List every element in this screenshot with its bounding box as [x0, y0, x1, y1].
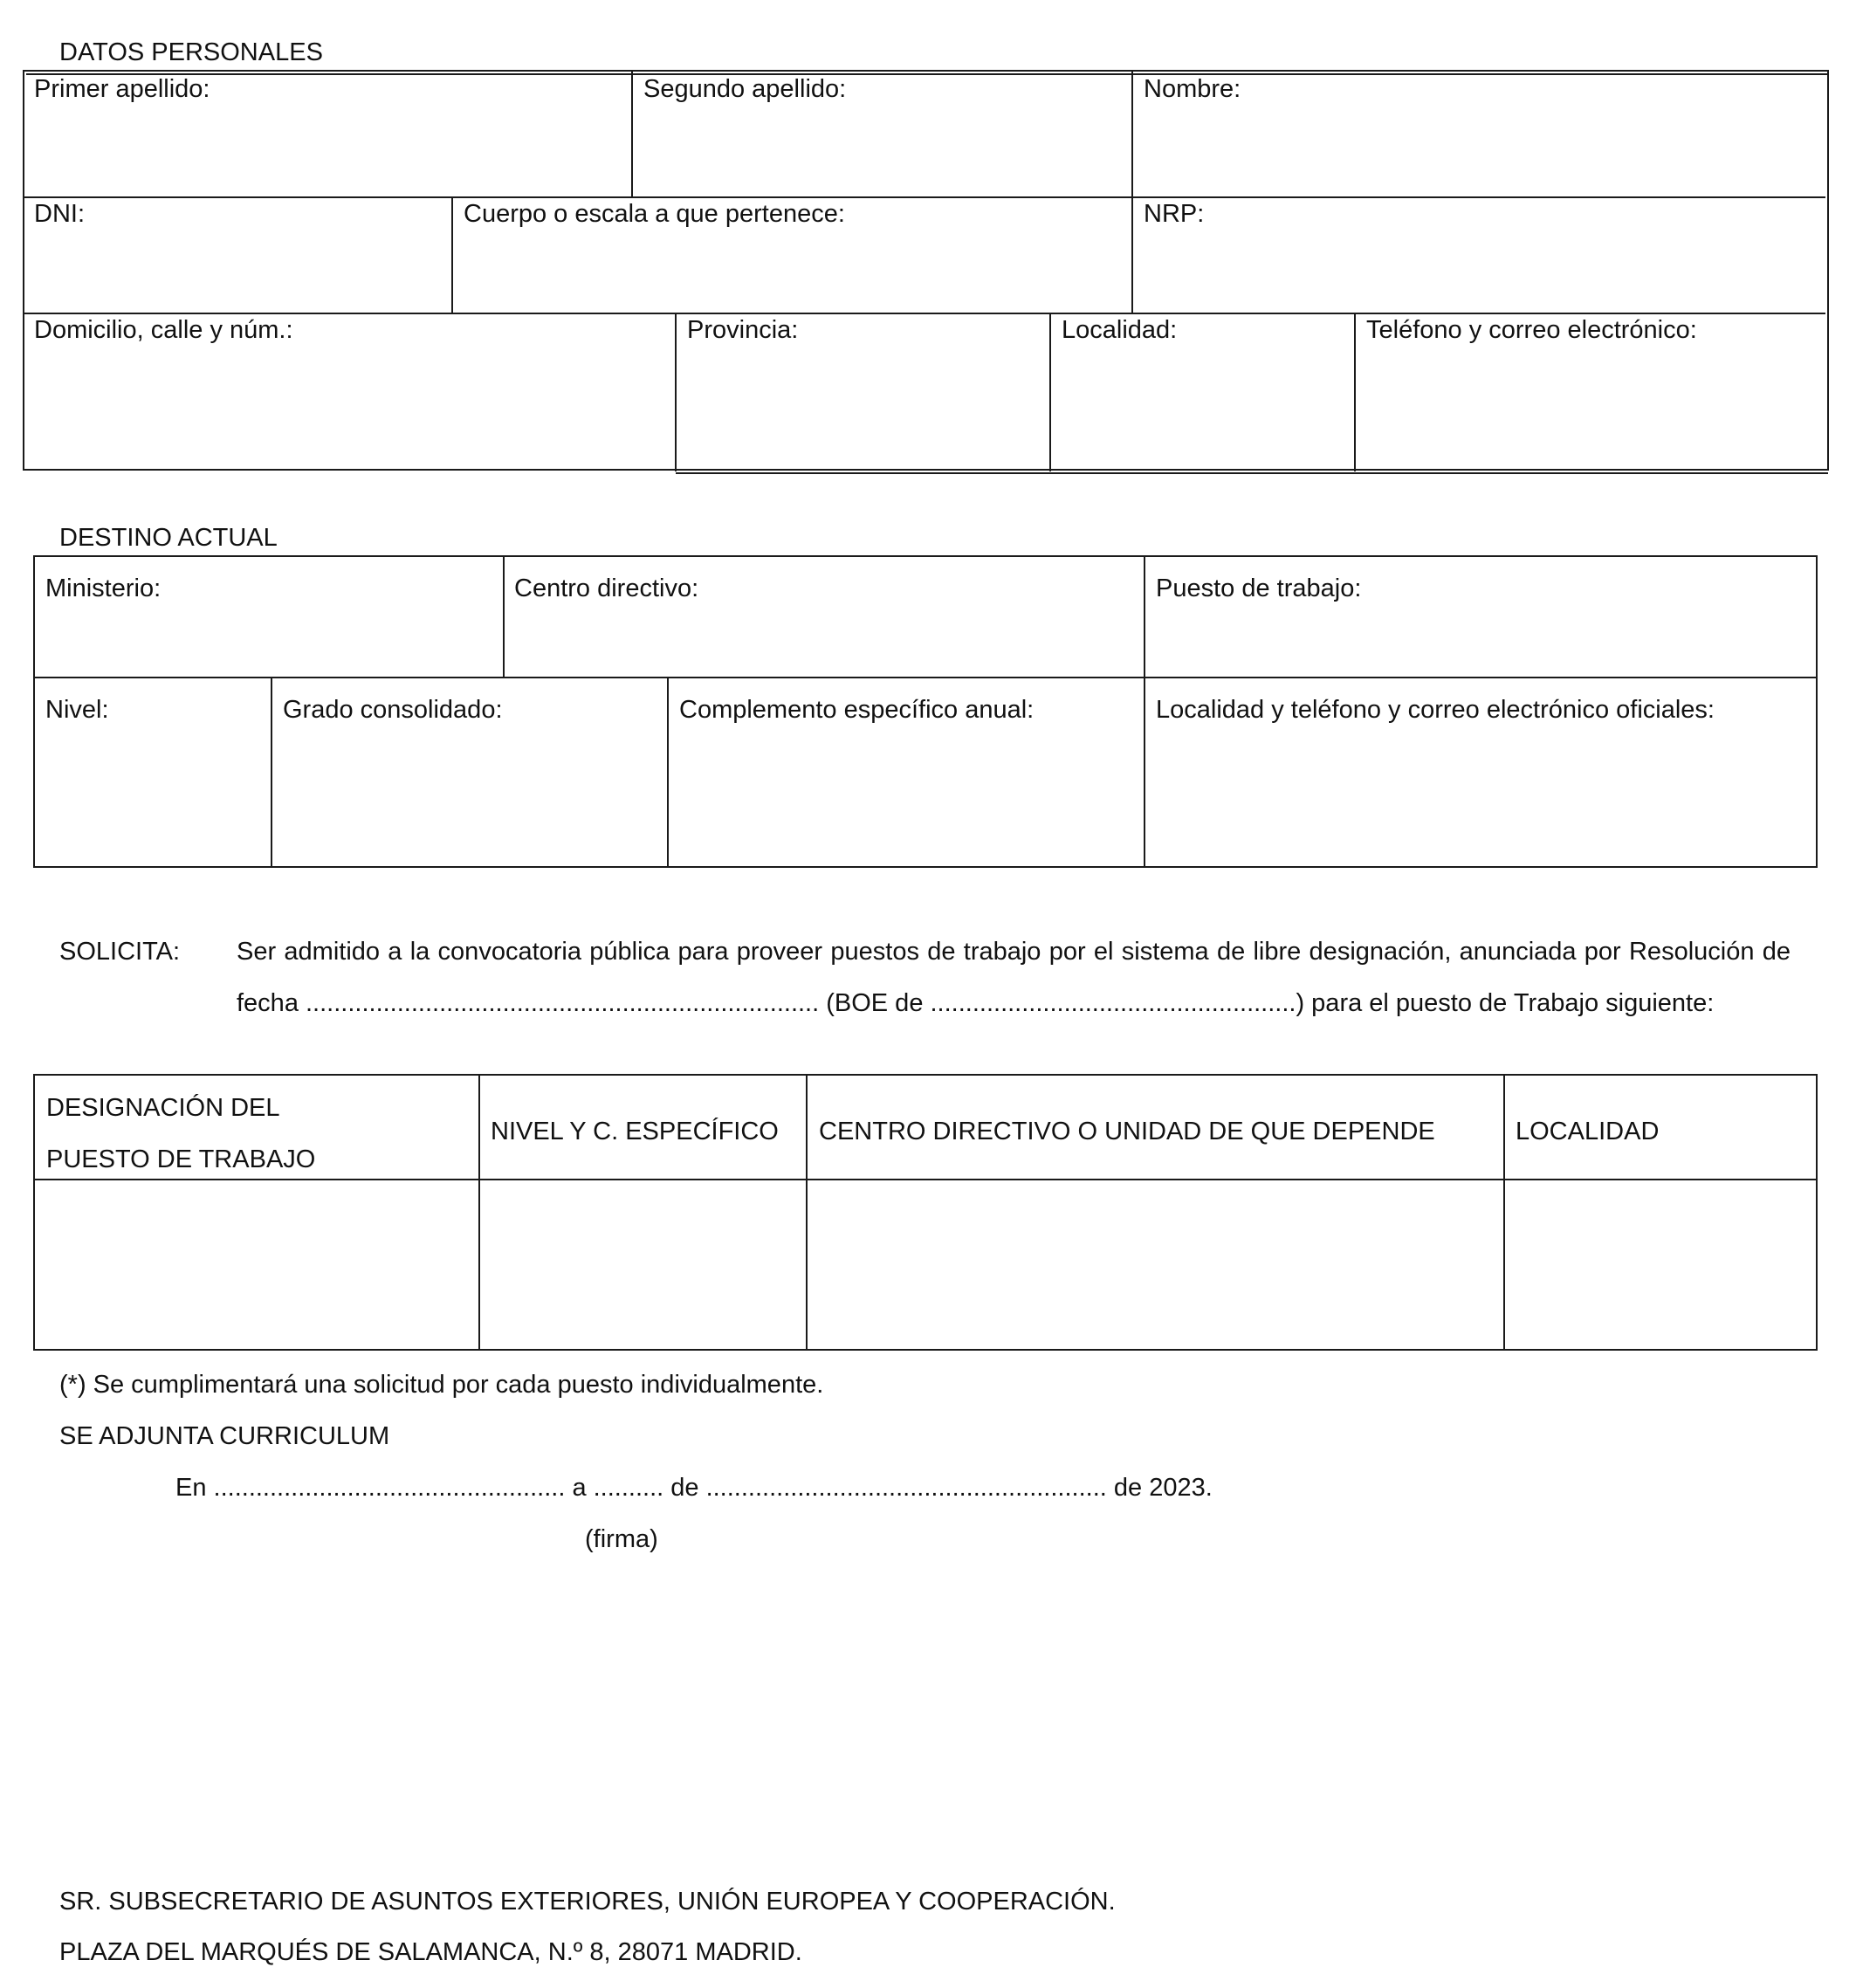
dni-label: DNI:	[34, 200, 85, 228]
footnote: (*) Se cumplimentará una solicitud por cada puesto individualmente.	[59, 1371, 824, 1399]
nrp-label: NRP:	[1144, 200, 1205, 228]
nombre-label: Nombre:	[1144, 75, 1241, 103]
destinatario-line-1: SR. SUBSECRETARIO DE ASUNTOS EXTERIORES, UNIÓN EUROPEA Y COOPERACIÓN.	[59, 1888, 1116, 1916]
puesto-trabajo-field[interactable]	[1145, 555, 1818, 677]
segundo-apellido-field[interactable]	[633, 70, 1131, 196]
domicilio-label: Domicilio, calle y núm.:	[34, 316, 293, 344]
firma-label: (firma)	[585, 1525, 658, 1553]
localidad-field[interactable]	[1051, 314, 1354, 470]
localidad-input-cell[interactable]	[1505, 1180, 1816, 1349]
cuerpo-field[interactable]	[453, 198, 1131, 313]
solicita-line-2: fecha ......................................................................... (BOE de ....................................................) para el puesto de Trabajo siguiente:	[237, 989, 1715, 1017]
dni-field[interactable]	[23, 198, 451, 313]
complemento-label: Complemento específico anual:	[679, 696, 1035, 724]
solicita-label: SOLICITA:	[59, 938, 181, 966]
primer-apellido-field[interactable]	[23, 70, 631, 196]
provincia-field[interactable]	[677, 314, 1049, 470]
nrp-field[interactable]	[1133, 198, 1825, 313]
telefono-field[interactable]	[1356, 314, 1825, 470]
localidad-header: LOCALIDAD	[1516, 1118, 1660, 1145]
centro-directivo-label: Centro directivo:	[514, 574, 699, 602]
solicita-line-1: Ser admitido a la convocatoria pública para proveer puestos de trabajo por el sistema de libre designación, anunciada por Resolución de	[237, 938, 1791, 966]
provincia-label: Provincia:	[687, 316, 799, 344]
nivel-field[interactable]	[33, 678, 271, 868]
centro-directivo-field[interactable]	[505, 555, 1144, 677]
nombre-field[interactable]	[1133, 70, 1825, 196]
grado-consolidado-field[interactable]	[272, 678, 667, 868]
localidad-oficial-label: Localidad y teléfono y correo electrónico oficiales:	[1156, 696, 1715, 724]
grado-consolidado-label: Grado consolidado:	[283, 696, 503, 724]
nivel-especifico-input-cell[interactable]	[480, 1180, 806, 1349]
adjunta-curriculum: SE ADJUNTA CURRICULUM	[59, 1422, 390, 1450]
designacion-header-line-1: DESIGNACIÓN DEL	[46, 1094, 280, 1122]
nivel-especifico-header: NIVEL Y C. ESPECÍFICO	[491, 1118, 779, 1145]
lugar-fecha-line: En .................................................. a .......... de ......................................................... de 2023.	[175, 1474, 1213, 1502]
datos-personales-heading: DATOS PERSONALES	[59, 38, 323, 66]
domicilio-field[interactable]	[23, 314, 675, 470]
segundo-apellido-label: Segundo apellido:	[643, 75, 847, 103]
centro-unidad-input-cell[interactable]	[808, 1180, 1503, 1349]
puesto-trabajo-label: Puesto de trabajo:	[1156, 574, 1362, 602]
destino-actual-heading: DESTINO ACTUAL	[59, 524, 278, 552]
localidad-label: Localidad:	[1062, 316, 1178, 344]
designacion-input-cell[interactable]	[35, 1180, 478, 1349]
localidad-oficial-field[interactable]	[1145, 678, 1818, 868]
primer-apellido-label: Primer apellido:	[34, 75, 210, 103]
centro-unidad-header: CENTRO DIRECTIVO O UNIDAD DE QUE DEPENDE	[819, 1118, 1435, 1145]
complemento-field[interactable]	[669, 678, 1144, 868]
telefono-label: Teléfono y correo electrónico:	[1366, 316, 1697, 344]
ministerio-label: Ministerio:	[45, 574, 162, 602]
destinatario-line-2: PLAZA DEL MARQUÉS DE SALAMANCA, N.º 8, 28071 MADRID.	[59, 1938, 802, 1966]
ministerio-field[interactable]	[33, 555, 503, 677]
nivel-label: Nivel:	[45, 696, 109, 724]
designacion-header-line-2: PUESTO DE TRABAJO	[46, 1145, 316, 1173]
cuerpo-label: Cuerpo o escala a que pertenece:	[464, 200, 845, 228]
